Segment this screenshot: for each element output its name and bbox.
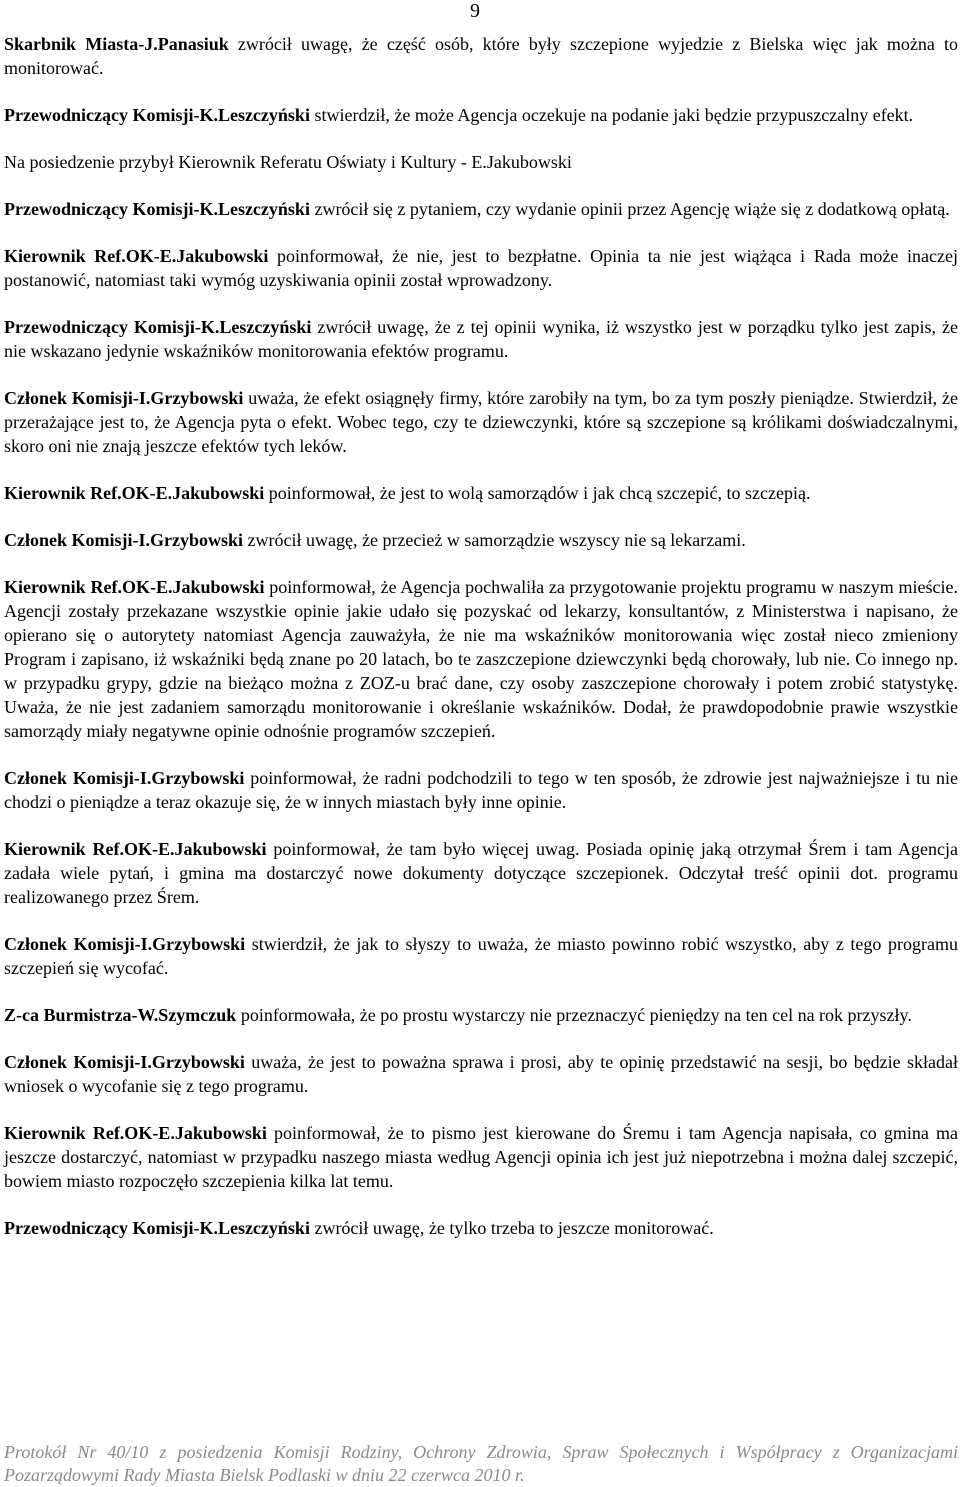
speaker-name: Członek Komisji-I.Grzybowski bbox=[4, 388, 244, 408]
paragraph-text: uważa, że jest to poważna sprawa i prosi, aby te opinię przedstawić na sesji, bo będzie składał wniosek o wycofanie się z tego programu. bbox=[4, 1052, 958, 1096]
speaker-name: Kierownik Ref.OK-E.Jakubowski bbox=[4, 839, 267, 859]
speaker-name: Kierownik Ref.OK-E.Jakubowski bbox=[4, 246, 269, 266]
paragraph-text: poinformował, że tam było więcej uwag. Posiada opinię jaką otrzymał Śrem i tam Agencja zadała wiele pytań, i gmina ma dostarczyć nowe dokumenty dotyczące szczepionek. Odczytał treść opinii dot. programu realizowanego przez Śrem. bbox=[4, 839, 958, 907]
paragraph bbox=[4, 1003, 958, 1027]
paragraph bbox=[4, 386, 958, 458]
paragraph bbox=[4, 315, 958, 363]
page-number: 9 bbox=[470, 0, 480, 22]
paragraph-text: poinformował, że jest to wolą samorządów i jak chcą szczepić, to szczepią. bbox=[264, 483, 811, 503]
speaker-name: Członek Komisji-I.Grzybowski bbox=[4, 934, 246, 954]
speaker-name: Kierownik Ref.OK-E.Jakubowski bbox=[4, 1123, 267, 1143]
paragraph bbox=[4, 766, 958, 814]
paragraph-text: poinformowała, że po prostu wystarczy nie przeznaczyć pieniędzy na ten cel na rok przyszły. bbox=[236, 1005, 912, 1025]
speaker-name: Z-ca Burmistrza-W.Szymczuk bbox=[4, 1005, 237, 1025]
paragraph-text: zwrócił uwagę, że z tej opinii wynika, iż wszystko jest w porządku tylko jest zapis, że nie wskazano jedynie wskaźników monitorowania efektów programu. bbox=[4, 317, 958, 361]
speaker-name: Kierownik Ref.OK-E.Jakubowski bbox=[4, 577, 265, 597]
speaker-name: Członek Komisji-I.Grzybowski bbox=[4, 530, 244, 550]
paragraph-text: Na posiedzenie przybył Kierownik Referatu Oświaty i Kultury - E.Jakubowski bbox=[4, 152, 572, 172]
paragraph bbox=[4, 244, 958, 292]
speaker-name: Przewodniczący Komisji-K.Leszczyński bbox=[4, 199, 310, 219]
paragraph-text: poinformował, że nie, jest to bezpłatne. Opinia ta nie jest wiążąca i Rada może inaczej postanowić, natomiast taki wymóg uzyskiwania opinii został wprowadzony. bbox=[4, 246, 958, 290]
paragraph-text: zwrócił się z pytaniem, czy wydanie opinii przez Agencję wiąże się z dodatkową opłatą. bbox=[309, 199, 950, 219]
page-footer: Protokół Nr 40/10 z posiedzenia Komisji Rodziny, Ochrony Zdrowia, Spraw Społecznych i Współpracy z Organizacjami Pozarządowymi Rady Miasta Bielsk Podlaski w dniu 22 czerwca 2010 r. bbox=[4, 1442, 958, 1485]
paragraph bbox=[4, 103, 958, 127]
paragraph bbox=[4, 150, 958, 174]
paragraph-text: stwierdził, że może Agencja oczekuje na podanie jaki będzie przypuszczalny efekt. bbox=[309, 105, 914, 125]
speaker-name: Członek Komisji-I.Grzybowski bbox=[4, 1052, 245, 1072]
paragraph bbox=[4, 528, 958, 552]
paragraph-text: poinformował, że Agencja pochwaliła za przygotowanie projektu programu w naszym mieście. Agencji zostały przekazane wszystkie opinie jakie udało się pozyskać od lekarzy, konsultantów, z Ministerstwa i napisano, że opierano się o autorytety natomiast Agencja zauważyła, że nie ma wskaźników monitorowania więc został nieco zmieniony Program i zapisano, iż wskaźniki będą znane po 20 latach, bo te zaszczepione dziewczynki będą chorowały, lub nie. Co innego np. w przypadku grypy, gdzie na bieżąco można z ZOZ-u brać dane, czy osoby zaszczepione chorowały i potem zrobić statystykę. Uważa, że nie jest zadaniem samorządu monitorowanie i określanie wskaźników. Dodał, że prawdopodobnie prawie wszystkie samorządy miały negatywne opinie odnośnie programów szczepień. bbox=[4, 577, 958, 741]
speaker-name: Przewodniczący Komisji-K.Leszczyński bbox=[4, 1218, 310, 1238]
paragraph-text: zwrócił uwagę, że przecież w samorządzie wszyscy nie są lekarzami. bbox=[243, 530, 746, 550]
paragraph-text: stwierdził, że jak to słyszy to uważa, że miasto powinno robić wszystko, aby z tego programu szczepień się wycofać. bbox=[4, 934, 958, 978]
speaker-name: Przewodniczący Komisji-K.Leszczyński bbox=[4, 317, 312, 337]
paragraph bbox=[4, 32, 958, 80]
paragraph-text: poinformował, że radni podchodzili to tego w ten sposób, że zdrowie jest najważniejsze i tu nie chodzi o pieniądze a teraz okazuje się, że w innych miastach były inne opinie. bbox=[4, 768, 958, 812]
paragraph-text: poinformował, że to pismo jest kierowane do Śremu i tam Agencja napisała, co gmina ma jeszcze dostarczyć, natomiast w przypadku naszego miasta według Agencji opinia ich jest już niepotrzebna i można dalej szczepić, bowiem miasto rozpoczęło szczepienia kilka lat temu. bbox=[4, 1123, 958, 1191]
speaker-name: Kierownik Ref.OK-E.Jakubowski bbox=[4, 483, 265, 503]
paragraph bbox=[4, 1216, 958, 1240]
paragraph bbox=[4, 1121, 958, 1193]
paragraph bbox=[4, 1050, 958, 1098]
paragraph bbox=[4, 575, 958, 743]
paragraph-text: uważa, że efekt osiągnęły firmy, które zarobiły na tym, bo za tym poszły pieniądze. Stwierdził, że przerażające jest to, że Agencja pyta o efekt. Wobec tego, czy te dziewczynki, które są szczepione są królikami doświadczalnymi, skoro oni nie znają jeszcze efektów tych leków. bbox=[4, 388, 958, 456]
paragraph bbox=[4, 481, 958, 505]
document-body bbox=[4, 32, 958, 1263]
speaker-name: Przewodniczący Komisji-K.Leszczyński bbox=[4, 105, 310, 125]
speaker-name: Skarbnik Miasta-J.Panasiuk bbox=[4, 34, 229, 54]
paragraph bbox=[4, 837, 958, 909]
paragraph bbox=[4, 197, 958, 221]
paragraph-text: zwrócił uwagę, że część osób, które były szczepione wyjedzie z Bielska więc jak można to monitorować. bbox=[4, 34, 959, 78]
paragraph bbox=[4, 932, 958, 980]
paragraph-text: zwrócił uwagę, że tylko trzeba to jeszcze monitorować. bbox=[309, 1218, 714, 1238]
speaker-name: Członek Komisji-I.Grzybowski bbox=[4, 768, 245, 788]
